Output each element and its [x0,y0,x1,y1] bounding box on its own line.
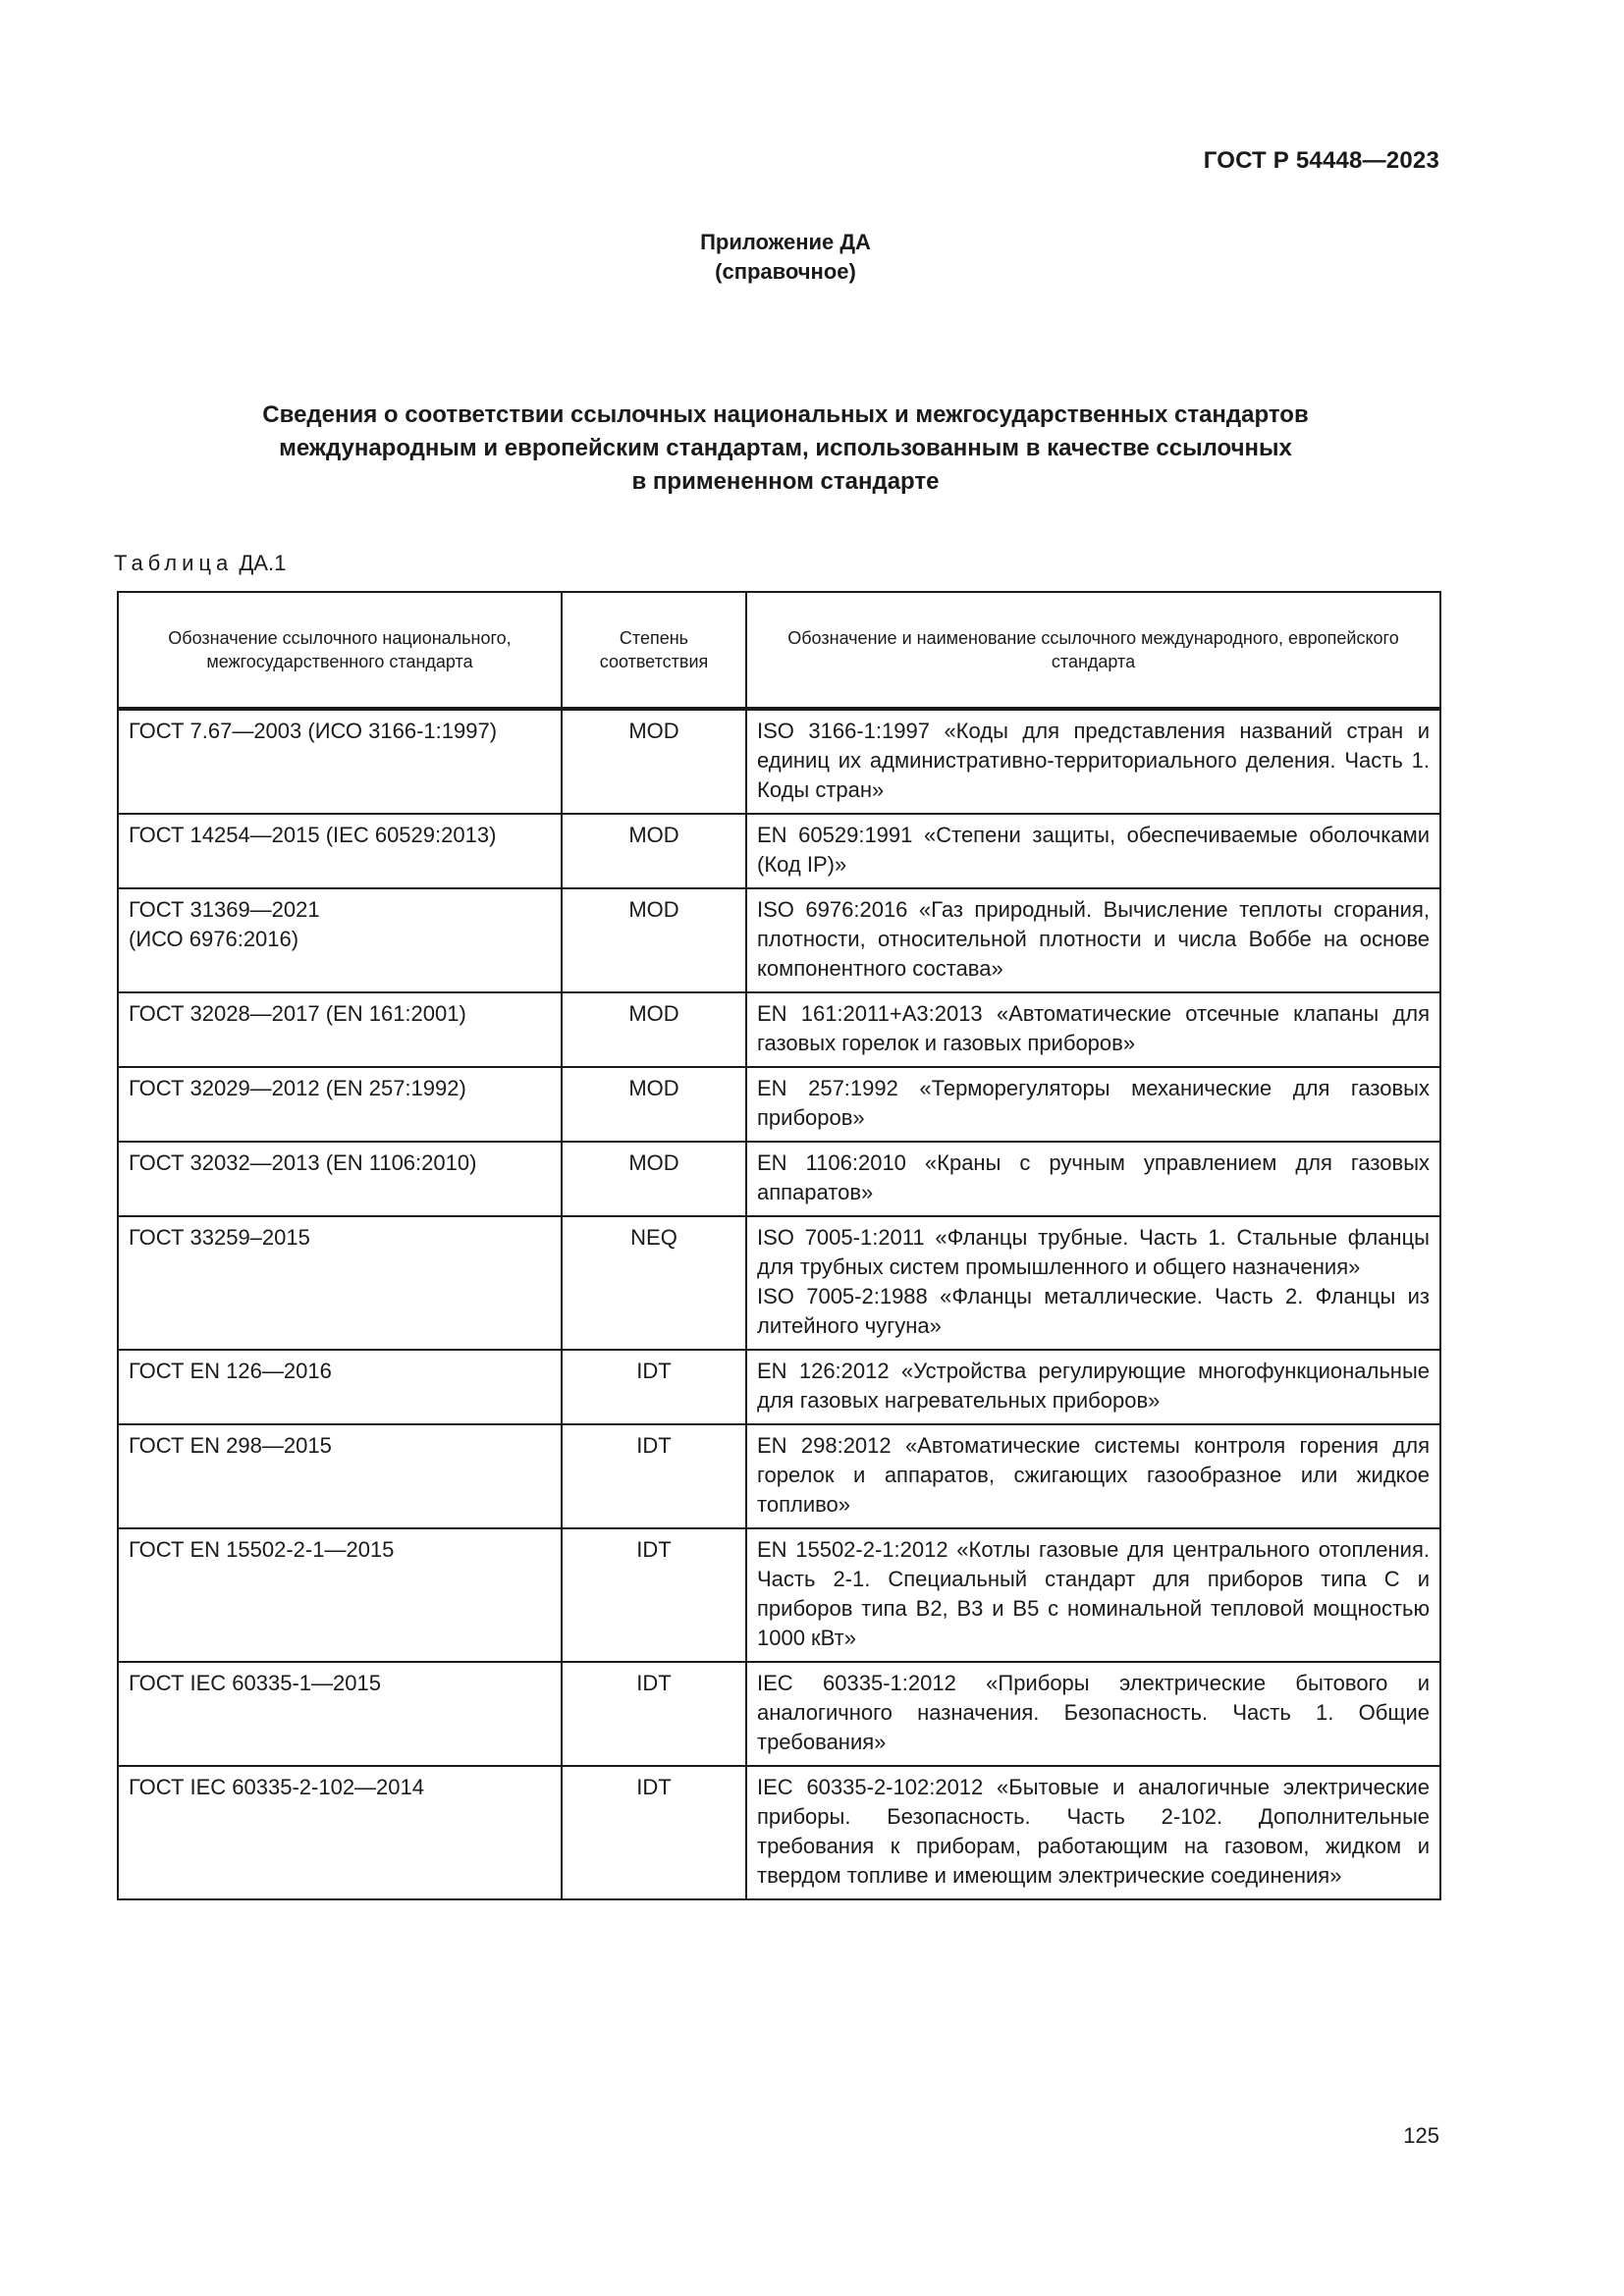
degree-cell: MOD [562,1142,746,1216]
international-standard-cell [746,709,1440,814]
national-standard-cell [118,1528,562,1662]
international-standard-text: ISO 7005-1:2011 «Фланцы трубные. Часть 1. Стальные фланцы для трубных систем промышленного и общего назначения» [757,1225,1430,1279]
document-code: ГОСТ Р 54448—2023 [1203,147,1439,174]
table-row [118,814,1440,888]
national-standard-cell [118,1662,562,1766]
degree-cell: IDT [562,1528,746,1662]
international-standard-text: EN 1106:2010 «Краны с ручным управлением для газовых аппаратов» [757,1150,1430,1204]
international-standard-cell [746,1528,1440,1662]
table-body [118,709,1440,1899]
national-standard-text: ГОСТ 33259–2015 [129,1225,310,1250]
national-standard-cell [118,992,562,1067]
degree-cell: IDT [562,1424,746,1528]
title-line: в примененном стандарте [631,468,940,495]
international-standard-cell [746,814,1440,888]
international-standard-text: IEC 60335-2-102:2012 «Бытовые и аналогичные электрические приборы. Безопасность. Часть 2-102. Дополнительные требования к приборам, работающим на газовом, жидком и твердом топливе и имеющим электрические соединения» [757,1775,1430,1888]
international-standard-text: IEC 60335-1:2012 «Приборы электрические бытового и аналогичного назначения. Безопасность. Часть 1. Общие требования» [757,1671,1430,1754]
degree-cell: MOD [562,888,746,992]
degree-cell: MOD [562,992,746,1067]
table-header-row [118,592,1440,709]
international-standard-text: EN 161:2011+A3:2013 «Автоматические отсечные клапаны для газовых горелок и газовых приборов» [757,1001,1430,1055]
international-standard-cell [746,1350,1440,1424]
table-row [118,1142,1440,1216]
international-standard-cell [746,1067,1440,1142]
national-standard-cell [118,1216,562,1350]
degree-cell: IDT [562,1766,746,1899]
national-standard-text: ГОСТ EN 15502-2-1—2015 [129,1537,395,1562]
page-number: 125 [1403,2123,1439,2148]
title-line: Сведения о соответствии ссылочных национальных и межгосударственных стандартов [262,401,1309,428]
international-standard-text: EN 15502-2-1:2012 «Котлы газовые для центрального отопления. Часть 2-1. Специальный стандарт для приборов типа С и приборов типа В2, В3 и В5 с номинальной тепловой мощностью 1000 кВт» [757,1537,1430,1650]
national-standard-text: ГОСТ EN 298—2015 [129,1433,332,1458]
table-row [118,1766,1440,1899]
international-standard-cell [746,1142,1440,1216]
degree-cell: MOD [562,814,746,888]
national-standard-text: ГОСТ IEC 60335-1—2015 [129,1671,381,1695]
header-degree: Степень соответствия [562,592,746,709]
table-row [118,1424,1440,1528]
annex-heading [0,228,1571,287]
degree-cell: IDT [562,1350,746,1424]
table-caption [114,551,286,576]
annex-subtitle: (справочное) [715,259,856,284]
table-caption-word: Таблица [114,551,234,575]
national-standard-text: ГОСТ IEC 60335-2-102—2014 [129,1775,424,1799]
national-standard-text: ГОСТ 31369—2021 [129,897,320,922]
national-standard-text: (ИСО 6976:2016) [129,927,299,951]
international-standard-text: ISO 7005-2:1988 «Фланцы металлические. Часть 2. Фланцы из литейного чугуна» [757,1284,1430,1338]
table-row [118,709,1440,814]
degree-cell: MOD [562,1067,746,1142]
table-row [118,1067,1440,1142]
table-caption-number: ДА.1 [239,551,287,575]
national-standard-text: ГОСТ EN 126—2016 [129,1359,332,1383]
table-row [118,888,1440,992]
title-line: международным и европейским стандартам, использованным в качестве ссылочных [279,435,1292,461]
international-standard-cell [746,1662,1440,1766]
international-standard-text: EN 60529:1991 «Степени защиты, обеспечиваемые оболочками (Код IP)» [757,823,1430,877]
national-standard-text: ГОСТ 7.67—2003 (ИСО 3166-1:1997) [129,719,498,743]
table-row [118,1216,1440,1350]
national-standard-text: ГОСТ 32029—2012 (EN 257:1992) [129,1076,466,1100]
national-standard-cell [118,1766,562,1899]
international-standard-cell [746,1424,1440,1528]
national-standard-text: ГОСТ 14254—2015 (IEC 60529:2013) [129,823,497,847]
header-national-standard: Обозначение ссылочного национального, межгосударственного стандарта [118,592,562,709]
international-standard-text: EN 298:2012 «Автоматические системы контроля горения для горелок и аппаратов, сжигающих газообразное или жидкое топливо» [757,1433,1430,1517]
national-standard-cell [118,1142,562,1216]
standards-table [117,591,1441,1900]
national-standard-cell [118,1424,562,1528]
international-standard-text: EN 257:1992 «Терморегуляторы механические для газовых приборов» [757,1076,1430,1130]
national-standard-text: ГОСТ 32028—2017 (EN 161:2001) [129,1001,466,1026]
national-standard-cell [118,1350,562,1424]
international-standard-cell [746,1766,1440,1899]
national-standard-cell [118,709,562,814]
international-standard-cell [746,888,1440,992]
annex-main-title [0,399,1571,499]
annex-title: Приложение ДА [700,230,871,254]
national-standard-cell [118,888,562,992]
table-row [118,992,1440,1067]
international-standard-text: ISO 3166-1:1997 «Коды для представления названий стран и единиц их административно-территориального деления. Часть 1. Коды стран» [757,719,1430,802]
degree-cell: NEQ [562,1216,746,1350]
table-row [118,1662,1440,1766]
international-standard-text: ISO 6976:2016 «Газ природный. Вычисление теплоты сгорания, плотности, относительной плотности и числа Воббе на основе компонентного состава» [757,897,1430,981]
degree-cell: MOD [562,709,746,814]
national-standard-cell [118,1067,562,1142]
header-international-standard: Обозначение и наименование ссылочного международного, европейского стандарта [746,592,1440,709]
international-standard-cell [746,992,1440,1067]
national-standard-cell [118,814,562,888]
international-standard-cell [746,1216,1440,1350]
table-row [118,1528,1440,1662]
table-row [118,1350,1440,1424]
degree-cell: IDT [562,1662,746,1766]
national-standard-text: ГОСТ 32032—2013 (EN 1106:2010) [129,1150,477,1175]
international-standard-text: EN 126:2012 «Устройства регулирующие многофункциональные для газовых нагревательных приборов» [757,1359,1430,1413]
